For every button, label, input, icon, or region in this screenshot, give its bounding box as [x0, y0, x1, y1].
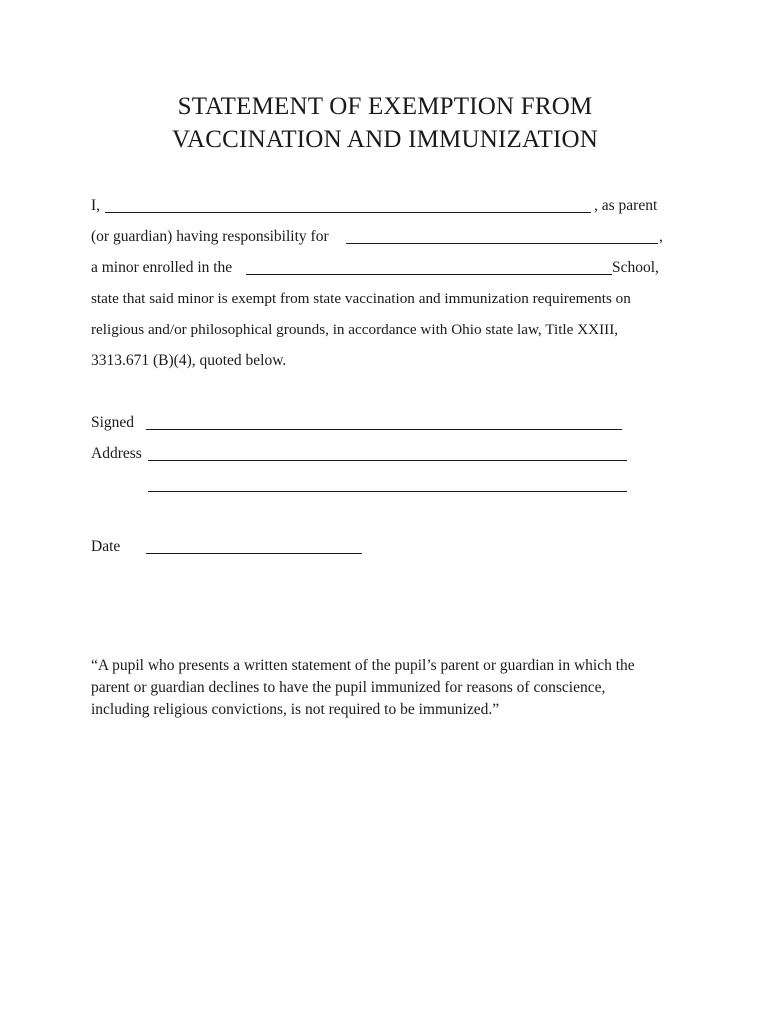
parent-name-field[interactable]: [105, 212, 591, 213]
quote-line-1: “A pupil who presents a written statement of the pupil’s parent or guardian in which the: [91, 657, 635, 674]
parent-name-label: I,: [91, 197, 101, 214]
form-title-line-2: VACCINATION AND IMMUNIZATION: [172, 126, 598, 153]
quote-line-2: parent or guardian declines to have the pupil immunized for reasons of conscience,: [91, 679, 606, 696]
school-name-field[interactable]: [246, 274, 612, 275]
statement-line-5: religious and/or philosophical grounds, in accordance with Ohio state law, Title XXIII,: [91, 321, 619, 338]
signature-field[interactable]: [146, 429, 622, 430]
statement-line-4: state that said minor is exempt from state vaccination and immunization requirements on: [91, 290, 631, 307]
form-title: [0, 90, 770, 156]
ohio-law-quote: [91, 655, 691, 721]
date-field[interactable]: [146, 553, 362, 554]
comma-text: ,: [659, 228, 663, 245]
quote-line-3: including religious convictions, is not required to be immunized.”: [91, 701, 500, 718]
signed-label: Signed: [91, 414, 135, 431]
school-text: School,: [612, 259, 659, 276]
minor-name-field[interactable]: [346, 243, 658, 244]
form-title-line-1: STATEMENT OF EXEMPTION FROM: [177, 93, 593, 120]
guardian-responsibility-label: (or guardian) having responsibility for: [91, 228, 329, 245]
date-label: Date: [91, 538, 121, 555]
address-label: Address: [91, 445, 142, 462]
statement-line-6: 3313.671 (B)(4), quoted below.: [91, 352, 287, 369]
address-field-line-1[interactable]: [148, 460, 627, 461]
enrolled-in-label: a minor enrolled in the: [91, 259, 233, 276]
address-field-line-2[interactable]: [148, 491, 627, 492]
as-parent-text: , as parent: [594, 197, 658, 214]
